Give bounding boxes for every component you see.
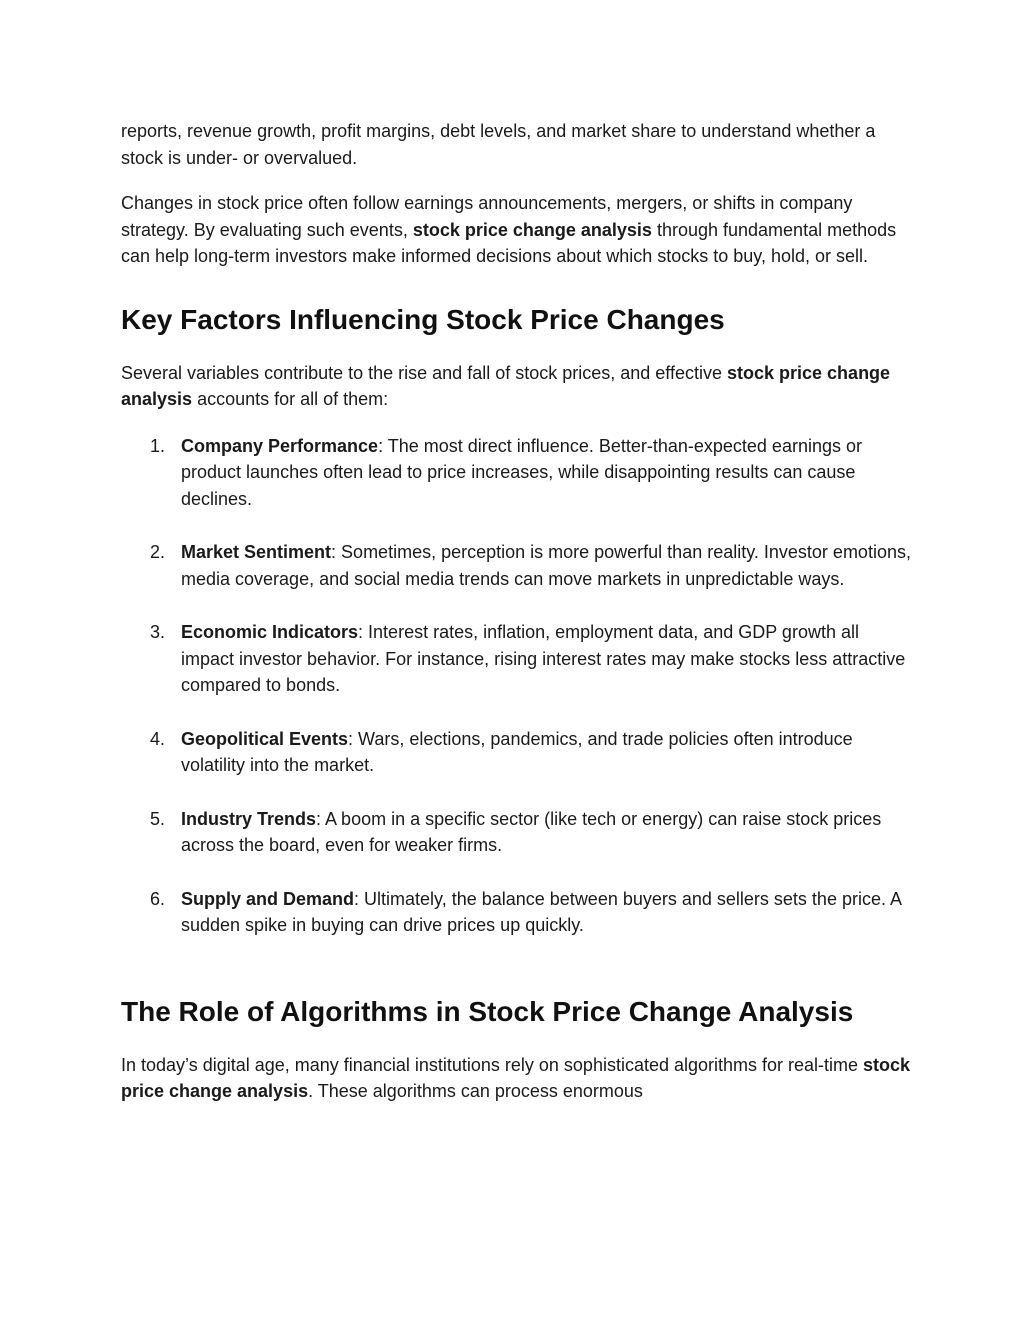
list-term: Company Performance [181, 435, 379, 456]
list-item [121, 886, 911, 939]
list-number: 2. [150, 542, 166, 562]
list-item [121, 433, 911, 513]
heading-algorithms: The Role of Algorithms in Stock Price Change Analysis [121, 995, 854, 1027]
list-term: Geopolitical Events [181, 728, 349, 749]
list-number: 6. [150, 888, 166, 909]
list-number: 1. [150, 435, 166, 456]
list-number: 4. [150, 728, 166, 749]
paragraph-text: accounts for all of them: [192, 389, 389, 409]
bold-keyword: stock price change analysis [121, 362, 891, 409]
list-text: : Sometimes, perception is more powerful than reality. Investor emotions, media coverage, and social media trends can move markets in unpredictable ways. [181, 542, 911, 589]
paragraph-text: In today’s digital age, many financial institutions rely on sophisticated algorithms for real-time [121, 1054, 864, 1075]
list-term: Supply and Demand [181, 888, 355, 909]
list-term: Economic Indicators [181, 622, 359, 642]
list-item [121, 539, 911, 592]
list-item [121, 726, 911, 779]
list-text: : A boom in a specific sector (like tech or energy) can raise stock prices across the board, even for weaker firms. [181, 808, 882, 855]
list-item [121, 619, 911, 699]
list-number: 3. [150, 622, 166, 642]
list-term: Industry Trends [181, 808, 317, 829]
heading-key-factors: Key Factors Influencing Stock Price Changes [121, 303, 725, 335]
paragraph-key-factors-intro [121, 360, 911, 413]
paragraph-text: reports, revenue growth, profit margins, debt levels, and market share to understand whether a stock is under- or overvalued. [121, 121, 876, 168]
paragraph-text: . These algorithms can process enormous [308, 1081, 643, 1101]
list-text: : Ultimately, the balance between buyers and sellers sets the price. A sudden spike in buying can drive prices up quickly. [181, 888, 901, 935]
paragraph-text: through fundamental methods can help long-term investors make informed decisions about which stocks to buy, hold, or sell. [121, 219, 897, 266]
list-text: : The most direct influence. Better-than-expected earnings or product launches often lead to price increases, while disappointing results can cause declines. [181, 435, 862, 509]
paragraph-text: Changes in stock price often follow earnings announcements, mergers, or shifts in company strategy. By evaluating such events, [121, 193, 853, 240]
paragraph-fundamentals-continued [121, 118, 911, 171]
paragraph-price-changes [121, 190, 911, 270]
paragraph-algorithms [121, 1052, 911, 1105]
list-text: : Interest rates, inflation, employment data, and GDP growth all impact investor behavior. For instance, rising interest rates may make stocks less attractive compared to bonds. [181, 622, 906, 695]
list-item [121, 806, 911, 859]
bold-keyword: stock price change analysis [412, 219, 652, 240]
document-page [121, 118, 911, 1105]
list-text: : Wars, elections, pandemics, and trade policies often introduce volatility into the market. [181, 728, 853, 775]
paragraph-text: Several variables contribute to the rise and fall of stock prices, and effective [121, 362, 727, 383]
bold-keyword: stock price change analysis [121, 1054, 911, 1101]
list-number: 5. [150, 808, 166, 829]
key-factors-list [121, 433, 911, 939]
list-term: Market Sentiment [181, 542, 332, 562]
